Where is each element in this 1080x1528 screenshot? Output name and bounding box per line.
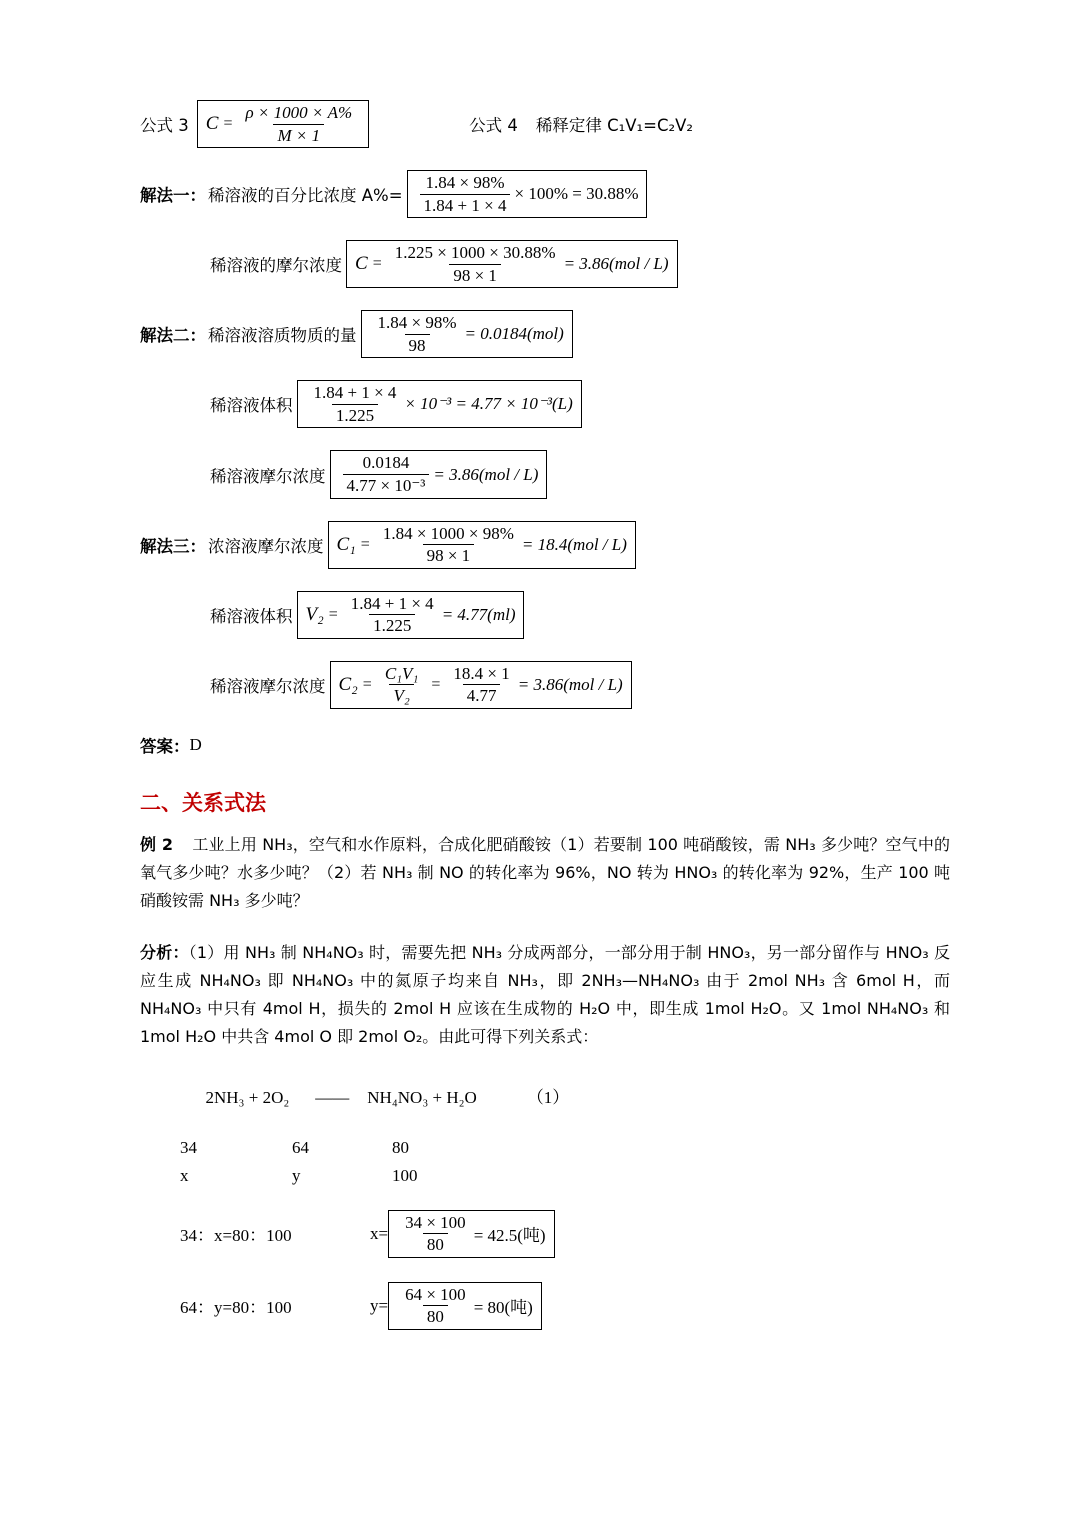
solution1-line1-text: 稀溶液的百分比浓度 A%= — [208, 186, 403, 206]
formula4-text: 稀释定律 C₁V₁=C₂V₂ — [535, 116, 694, 136]
s3l3-tail: = 3.86(mol / L) — [517, 674, 623, 694]
calc1-var: x= — [370, 1223, 389, 1243]
calc2-tail: = 80(吨) — [473, 1298, 533, 1318]
solution2-line1 — [140, 310, 950, 358]
s2l2-denominator: 1.225 — [332, 404, 378, 426]
s3l1-equals: = — [360, 535, 370, 553]
mass-1: 34 — [180, 1137, 197, 1157]
calc1-ratio: 34：x=80：100 — [180, 1226, 292, 1246]
solution3-line3-text: 稀溶液摩尔浓度 — [210, 676, 326, 696]
calc1-row — [140, 1210, 950, 1258]
reaction-left: 2NH₃ + 2O₂ — [205, 1087, 290, 1107]
solution2-line1-box — [361, 310, 573, 358]
example-paragraph — [140, 831, 950, 915]
reaction-arrow: —— — [315, 1087, 350, 1107]
mass-3: 80 — [392, 1137, 409, 1157]
s1l1-tail: × 100% = 30.88% — [514, 184, 639, 204]
solution2-label: 解法二： — [140, 326, 206, 346]
s3l2-equals: = — [328, 605, 338, 623]
s1l2-tail: = 3.86(mol / L) — [563, 254, 669, 274]
s1l2-equals: = — [372, 255, 382, 273]
calc1-numerator: 34 × 100 — [405, 1212, 466, 1232]
section-heading: 二、关系式法 — [140, 790, 266, 815]
calc1-denominator: 80 — [423, 1233, 448, 1255]
s3l2-lhs: V₂ — [305, 603, 324, 625]
s3l3-denominator2: 4.77 — [463, 684, 501, 706]
s1l1-numerator: 1.84 × 98% — [425, 173, 505, 193]
example-label: 例 2 — [140, 834, 173, 854]
formula3-equals: = — [223, 115, 233, 133]
s1l2-lhs: C — [355, 253, 368, 275]
solution1-line2-box — [346, 240, 678, 288]
s1l2-denominator: 98 × 1 — [449, 264, 501, 286]
answer-label: 答案： — [140, 736, 190, 756]
s2l1-numerator: 1.84 × 98% — [377, 313, 457, 333]
calc2-box — [388, 1282, 542, 1330]
answer-row — [140, 733, 950, 757]
masses-row — [140, 1138, 950, 1158]
solution2-line2 — [140, 380, 950, 428]
s3l2-denominator: 1.225 — [369, 614, 415, 636]
solution2-line1-text: 稀溶液溶质物质的量 — [208, 326, 357, 346]
calc1-box — [388, 1210, 555, 1258]
document-content — [140, 100, 950, 1330]
solution2-line3-text: 稀溶液摩尔浓度 — [210, 466, 326, 486]
unknown-2: y — [292, 1165, 301, 1185]
s3l3-denominator: V₂ — [389, 684, 413, 706]
reaction-right: NH₄NO₃ + H₂O — [367, 1087, 477, 1107]
s1l2-numerator: 1.225 × 1000 × 30.88% — [394, 243, 556, 263]
reaction-tag: （1） — [526, 1087, 570, 1107]
solution3-line2-box — [297, 591, 525, 639]
solution3-line3 — [140, 661, 950, 709]
s3l1-lhs: C₁ — [336, 533, 356, 555]
s2l1-denominator: 98 — [405, 334, 430, 356]
analysis-label: 分析： — [140, 942, 189, 962]
solution2-line3-box — [330, 450, 548, 498]
s3l1-tail: = 18.4(mol / L) — [521, 534, 627, 554]
s2l3-denominator: 4.77 × 10⁻³ — [343, 474, 430, 496]
reaction-equation — [140, 1063, 950, 1128]
unknowns-row — [140, 1166, 950, 1186]
formula3-lhs: C — [205, 113, 219, 135]
s2l3-tail: = 3.86(mol / L) — [433, 464, 539, 484]
calc1-tail: = 42.5(吨) — [473, 1226, 546, 1246]
formula3-label: 公式 3 — [140, 116, 189, 136]
solution3-line1 — [140, 521, 950, 569]
answer-value: D — [189, 734, 202, 754]
solution3-line1-box — [328, 521, 636, 569]
s3l2-numerator: 1.84 + 1 × 4 — [350, 593, 434, 613]
unknown-3: 100 — [392, 1165, 418, 1185]
analysis-text: （1）用 NH₃ 制 NH₄NO₃ 时，需要先把 NH₃ 分成两部分，一部分用于制 HNO₃，另一部分留作与 HNO₃ 反应生成 NH₄NO₃ 即 NH₄NO₃ 中的氮原子均来自 NH₃，即 2NH₃—NH₄NO₃ 由于 2mol NH₃ 含 6mol H，而 NH₄NO₃ 中只有 4mol H，损失的 2mol H 应该在生成物的 H₂O 中，即生成 1mol H₂O。又 1mol NH₄NO₃ 和 1mol H₂O 中共含 4mol O 即 2mol O₂。由此可得下列关系式： — [140, 942, 950, 1046]
s3l3-numerator: C₁V₁ — [384, 663, 419, 683]
formula4-label: 公式 4 — [469, 116, 518, 136]
solution3-line1-text: 浓溶液摩尔浓度 — [208, 536, 324, 556]
s3l3-lhs: C₂ — [338, 673, 358, 695]
formula3-denominator: M × 1 — [273, 124, 324, 146]
solution3-line2-text: 稀溶液体积 — [210, 606, 293, 626]
s3l2-tail: = 4.77(ml) — [441, 604, 516, 624]
mass-2: 64 — [292, 1137, 309, 1157]
solution3-label: 解法三： — [140, 536, 206, 556]
formula3-numerator: ρ × 1000 × A% — [245, 103, 353, 122]
formula3-box — [197, 100, 369, 148]
s2l3-numerator: 0.0184 — [362, 453, 410, 473]
solution3-line2 — [140, 591, 950, 639]
calc2-row — [140, 1282, 950, 1330]
solution2-line3 — [140, 450, 950, 498]
s1l1-denominator: 1.84 + 1 × 4 — [420, 194, 511, 216]
calc2-ratio: 64：y=80：100 — [180, 1298, 292, 1318]
solution1-line1 — [140, 170, 950, 218]
analysis-paragraph — [140, 939, 950, 1051]
s3l3-equals2: = — [431, 675, 441, 693]
s2l2-numerator: 1.84 + 1 × 4 — [313, 383, 397, 403]
formula-header-row — [140, 100, 950, 148]
calc2-var: y= — [370, 1295, 389, 1315]
solution3-line3-box — [330, 661, 632, 709]
s3l1-numerator: 1.84 × 1000 × 98% — [382, 523, 514, 543]
solution2-line2-box — [297, 380, 582, 428]
unknown-1: x — [180, 1165, 189, 1185]
example-text: 工业上用 NH₃，空气和水作原料，合成化肥硝酸铵（1）若要制 100 吨硝酸铵，需 NH₃ 多少吨？空气中的氧气多少吨？水多少吨？（2）若 NH₃ 制 NO 的转化率为 96%，NO 转为 HNO₃ 的转化率为 92%，生产 100 吨硝酸铵需 NH₃ 多少吨？ — [140, 834, 950, 910]
solution1-line1-box — [407, 170, 648, 218]
s2l2-tail: × 10⁻³ = 4.77 × 10⁻³(L) — [404, 394, 573, 414]
calc2-numerator: 64 × 100 — [405, 1284, 466, 1304]
solution1-label: 解法一： — [140, 186, 206, 206]
s3l3-numerator2: 18.4 × 1 — [453, 663, 510, 683]
solution1-line2-text: 稀溶液的摩尔浓度 — [210, 256, 342, 276]
s3l1-denominator: 98 × 1 — [423, 544, 475, 566]
s3l3-equals: = — [362, 675, 372, 693]
solution1-line2 — [140, 240, 950, 288]
solution2-line2-text: 稀溶液体积 — [210, 396, 293, 416]
calc2-denominator: 80 — [423, 1305, 448, 1327]
s2l1-tail: = 0.0184(mol) — [464, 324, 564, 344]
